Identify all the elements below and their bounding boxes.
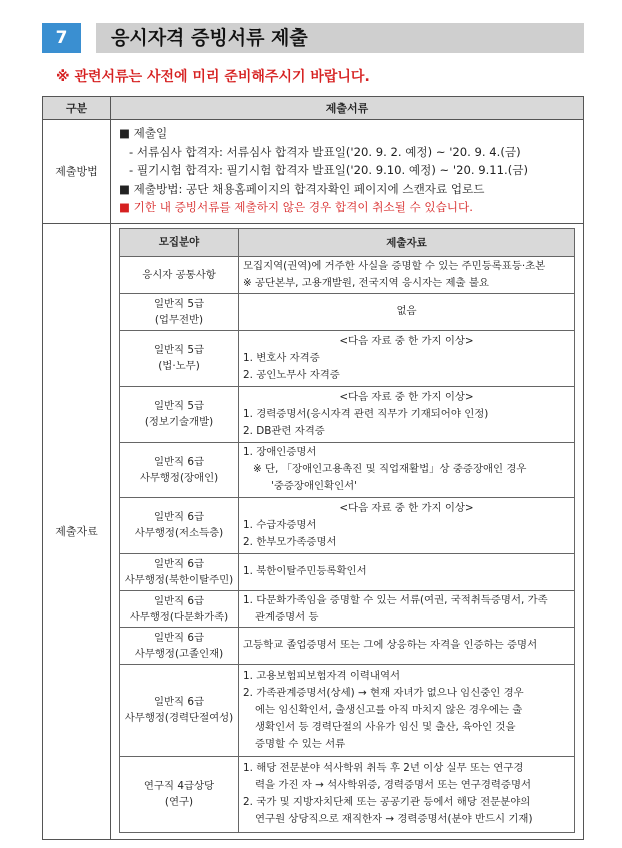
inner-header-field: 모집분야 bbox=[120, 228, 239, 256]
field-name: 일반직 5급 bbox=[153, 297, 205, 310]
doc-line: 2. DB관련 자격증 bbox=[243, 424, 325, 437]
field-name: 일반직 6급 bbox=[153, 557, 205, 570]
field-name: 일반직 6급 bbox=[153, 594, 205, 607]
doc-line: 2. 가족관계증명서(상세) → 현재 자녀가 없으나 임신중인 경우 bbox=[243, 686, 524, 699]
doc-line: 모집지역(권역)에 거주한 사실을 증명할 수 있는 주민등록표등·초본 bbox=[243, 259, 546, 272]
method-row bbox=[43, 120, 584, 224]
field-name: (정보기술개발) bbox=[144, 416, 214, 428]
doc-line: 관계증명서 등 bbox=[255, 610, 319, 623]
field-name: 일반직 6급 bbox=[153, 631, 205, 644]
field-name: (업무전반) bbox=[154, 313, 204, 326]
field-name: 일반직 6급 bbox=[153, 696, 205, 708]
docs-table bbox=[119, 228, 575, 833]
table-row bbox=[120, 256, 575, 293]
section-title: 응시자격 증빙서류 제출 bbox=[96, 23, 584, 53]
docs-row bbox=[43, 223, 584, 839]
doc-line: 증명할 수 있는 서류 bbox=[255, 737, 346, 750]
method-line: - 서류심사 합격자: 서류심사 합격자 발표일('20. 9. 2. 예정) ~ '20. 9. 4.(금) bbox=[129, 144, 521, 159]
doc-line: 2. 공인노무사 자격증 bbox=[243, 368, 340, 381]
method-label: 제출방법 bbox=[43, 120, 111, 224]
notice-text: ※ 관련서류는 사전에 미리 준비해주시기 바랍니다. bbox=[56, 69, 370, 85]
doc-line: ※ 단, 「장애인고용촉진 및 직업재활법」상 중증장애인 경우 bbox=[253, 463, 527, 475]
doc-line: 1. 수급자증명서 bbox=[243, 518, 317, 531]
doc-line: 1. 장애인증명서 bbox=[243, 446, 317, 458]
header-documents: 제출서류 bbox=[111, 97, 584, 120]
doc-line: 고등학교 졸업증명서 또는 그에 상응하는 자격을 인증하는 증명서 bbox=[243, 639, 538, 651]
field-name: 사무행정(저소득층) bbox=[134, 527, 224, 539]
doc-line: 1. 변호사 자격증 bbox=[243, 351, 320, 364]
field-name: 사무행정(경력단절여성) bbox=[124, 712, 234, 724]
method-content bbox=[111, 120, 584, 224]
doc-line: '중증장애인확인서' bbox=[271, 480, 358, 492]
doc-line: <다음 자료 중 한 가지 이상> bbox=[339, 334, 474, 347]
doc-line: 연구원 상당직으로 재직한자 → 경력증명서(분야 반드시 기재) bbox=[255, 813, 533, 825]
table-row bbox=[120, 386, 575, 442]
method-line: ■ 제출일 bbox=[119, 126, 168, 140]
method-line: - 필기시험 합격자: 필기시험 합격자 발표일('20. 9.10. 예정) ~ '20. 9.11.(금) bbox=[129, 163, 528, 177]
method-warning: ■ 기한 내 증빙서류를 제출하지 않은 경우 합격이 취소될 수 있습니다. bbox=[119, 200, 473, 214]
doc-line: 생확인서 등 경력단절의 사유가 임신 및 출산, 육아인 것을 bbox=[255, 720, 516, 733]
doc-line: 1. 경력증명서(응시자격 관련 직무가 기재되어야 인정) bbox=[243, 407, 489, 420]
field-name: 응시자 공통사항 bbox=[142, 268, 216, 281]
doc-line: 2. 한부모가족증명서 bbox=[243, 535, 337, 548]
table-row bbox=[120, 442, 575, 497]
doc-line: <다음 자료 중 한 가지 이상> bbox=[339, 501, 474, 514]
doc-line: 1. 해당 전문분야 석사학위 취득 후 2년 이상 실무 또는 연구경 bbox=[243, 762, 524, 774]
field-name: 일반직 6급 bbox=[153, 511, 205, 523]
table-row bbox=[120, 553, 575, 590]
header-category: 구분 bbox=[43, 97, 111, 120]
table-row bbox=[120, 293, 575, 330]
field-name: 일반직 5급 bbox=[153, 344, 205, 356]
doc-line: 없음 bbox=[396, 305, 417, 317]
requirements-table bbox=[42, 96, 584, 840]
table-row bbox=[120, 330, 575, 386]
section-header bbox=[42, 23, 584, 53]
table-row bbox=[120, 664, 575, 756]
table-row bbox=[120, 497, 575, 553]
doc-line: 1. 다문화가족임을 증명할 수 있는 서류(여권, 국적취득증명서, 가족 bbox=[243, 593, 548, 606]
table-row bbox=[120, 590, 575, 627]
method-line: ■ 제출방법: 공단 채용홈페이지의 합격자확인 페이지에 스캔자료 업로드 bbox=[119, 181, 485, 196]
field-name: 일반직 5급 bbox=[153, 400, 205, 412]
doc-line: 2. 국가 및 지방자치단체 또는 공공기관 등에서 해당 전문분야의 bbox=[243, 796, 531, 808]
field-name: 사무행정(다문화가족) bbox=[129, 610, 229, 623]
doc-line: <다음 자료 중 한 가지 이상> bbox=[339, 390, 474, 403]
table-row bbox=[120, 627, 575, 664]
field-name: 사무행정(고졸인재) bbox=[134, 647, 224, 660]
table-row bbox=[120, 756, 575, 832]
inner-header-docs: 제출자료 bbox=[239, 228, 575, 256]
doc-line: 1. 고용보험피보험자격 이력내역서 bbox=[243, 669, 401, 682]
field-name: (법·노무) bbox=[158, 360, 200, 372]
field-name: 사무행정(장애인) bbox=[139, 471, 219, 484]
section-number: 7 bbox=[42, 23, 81, 53]
field-name: (연구) bbox=[164, 796, 194, 808]
field-name: 일반직 6급 bbox=[153, 455, 205, 468]
field-name: 연구직 4급상당 bbox=[143, 780, 215, 792]
doc-line: 에는 임신확인서, 출생신고를 아직 마치지 않은 경우에는 출 bbox=[255, 703, 523, 716]
doc-line: ※ 공단본부, 고용개발원, 전국지역 응시자는 제출 불요 bbox=[243, 276, 489, 289]
doc-line: 력을 가진 자 → 석사학위증, 경력증명서 또는 연구경력증명서 bbox=[255, 779, 532, 791]
field-name: 사무행정(북한이탈주민) bbox=[124, 573, 234, 586]
doc-line: 1. 북한이탈주민등록확인서 bbox=[243, 565, 367, 577]
docs-content bbox=[111, 223, 584, 839]
docs-label: 제출자료 bbox=[43, 223, 111, 839]
